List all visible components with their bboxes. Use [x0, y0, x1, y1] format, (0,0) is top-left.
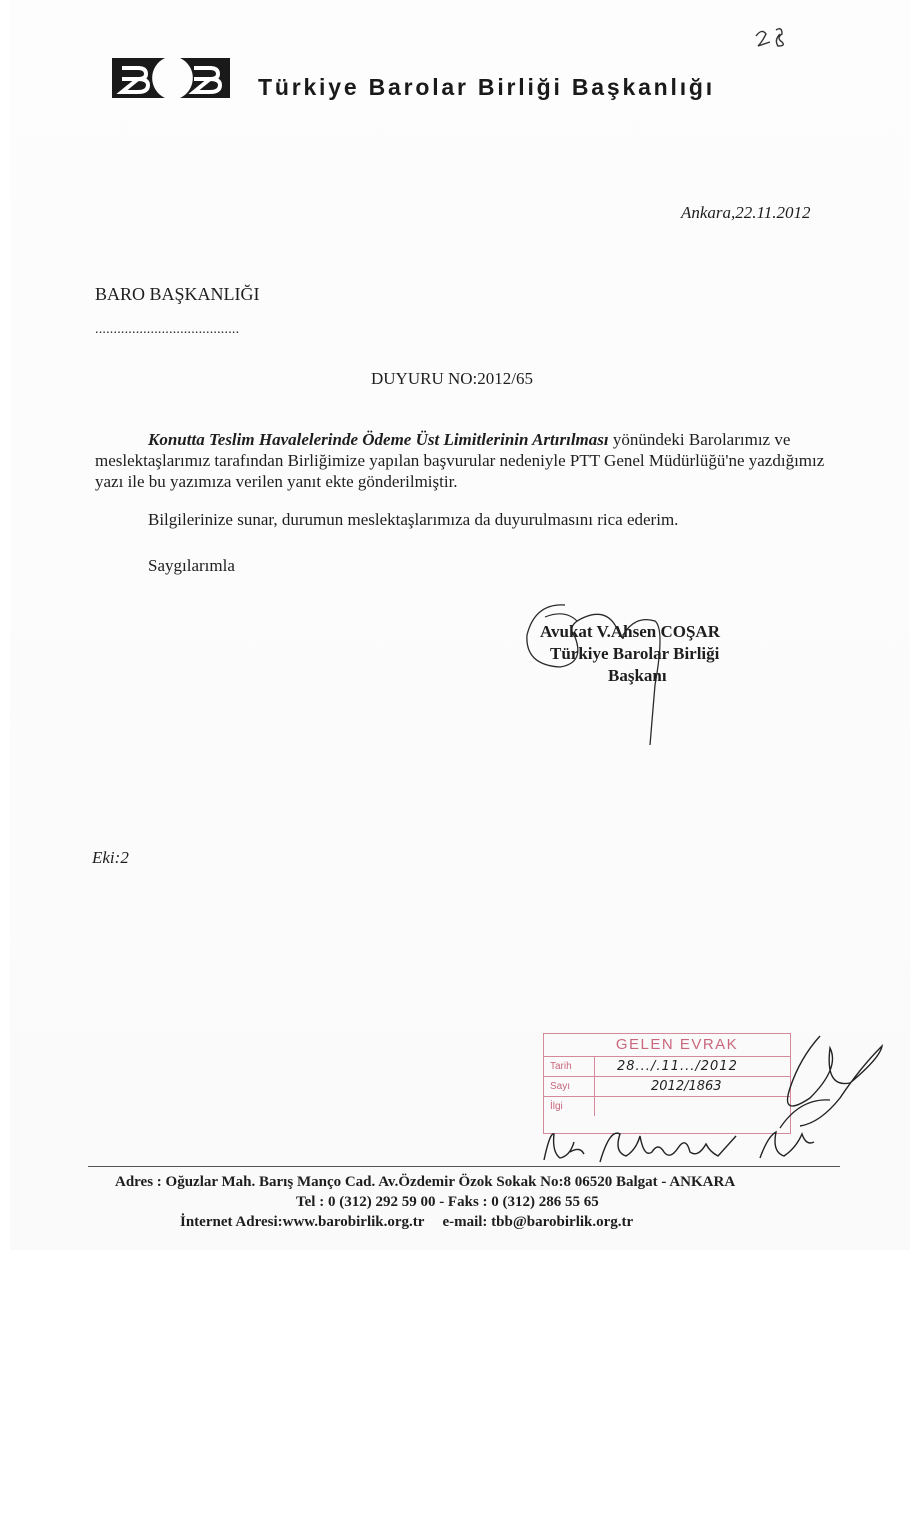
signer-name: Avukat V.Ahsen COŞAR: [540, 622, 720, 641]
stamp-title: GELEN EVRAK: [544, 1034, 790, 1057]
stamp-row-reference: [544, 1097, 790, 1116]
stamp-value: [595, 1097, 790, 1116]
stamp-label: Sayı: [544, 1077, 595, 1096]
signature-block: [540, 621, 720, 687]
organization-title: Türkiye Barolar Birliği Başkanlığı: [258, 74, 715, 100]
footer-divider: [88, 1166, 840, 1167]
stamp-label: İlgi: [544, 1097, 595, 1116]
footer-address: Adres : Oğuzlar Mah. Barış Manço Cad. Av.Özdemir Özok Sokak No:8 06520 Balgat - ANKARA: [115, 1174, 736, 1190]
signer-title: Başkanı: [608, 666, 667, 685]
incoming-document-stamp: [543, 1033, 791, 1134]
stamp-label: Tarih: [544, 1057, 595, 1076]
stamp-row-date: [544, 1057, 790, 1077]
handwritten-routing-note: [540, 1122, 820, 1172]
stamp-row-number: [544, 1077, 790, 1097]
letter-body: [95, 429, 835, 530]
attachment-note: Eki:2: [92, 848, 129, 867]
paragraph-2: Bilgilerinize sunar, durumun meslektaşlarımıza da duyurulmasını rica ederim.: [148, 510, 679, 529]
addressee-dots: .......................................: [95, 322, 240, 337]
stamp-value: [595, 1077, 790, 1096]
closing-salutation: Saygılarımla: [148, 556, 235, 575]
footer-phone: Tel : 0 (312) 292 59 00 - Faks : 0 (312) 286 55 65: [296, 1194, 599, 1210]
footer-contact: [0, 1212, 922, 1232]
footer-email: e-mail: tbb@barobirlik.org.tr: [442, 1214, 634, 1230]
handwritten-page-number: [752, 20, 800, 52]
letter-date: Ankara,22.11.2012: [681, 203, 811, 222]
paragraph-1-text: yönündeki Barolarımız ve meslektaşlarımız tarafından Birliğimize yapılan başvurular nedeniyle PTT Genel Müdürlüğü'ne yazdığımız yazı ile bu yazımıza verilen yanıt ekte gönderilmiştir.: [95, 430, 825, 491]
stamp-number-value: 2012/1863: [651, 1079, 722, 1094]
notice-number: DUYURU NO:2012/65: [371, 369, 533, 388]
paragraph-1: [95, 429, 835, 492]
letterhead-footer: [0, 1172, 922, 1232]
stamp-date-value: 28.../.11.../2012: [617, 1059, 738, 1074]
addressee: BARO BAŞKANLIĞI: [95, 284, 260, 304]
tbb-logo: [110, 52, 232, 104]
stamp-value: [595, 1057, 790, 1076]
signer-organization: Türkiye Barolar Birliği: [550, 644, 720, 663]
footer-website: İnternet Adresi:www.barobirlik.org.tr: [180, 1214, 425, 1230]
subject-emphasis: Konutta Teslim Havalelerinde Ödeme Üst Limitlerinin Artırılması: [148, 430, 609, 449]
